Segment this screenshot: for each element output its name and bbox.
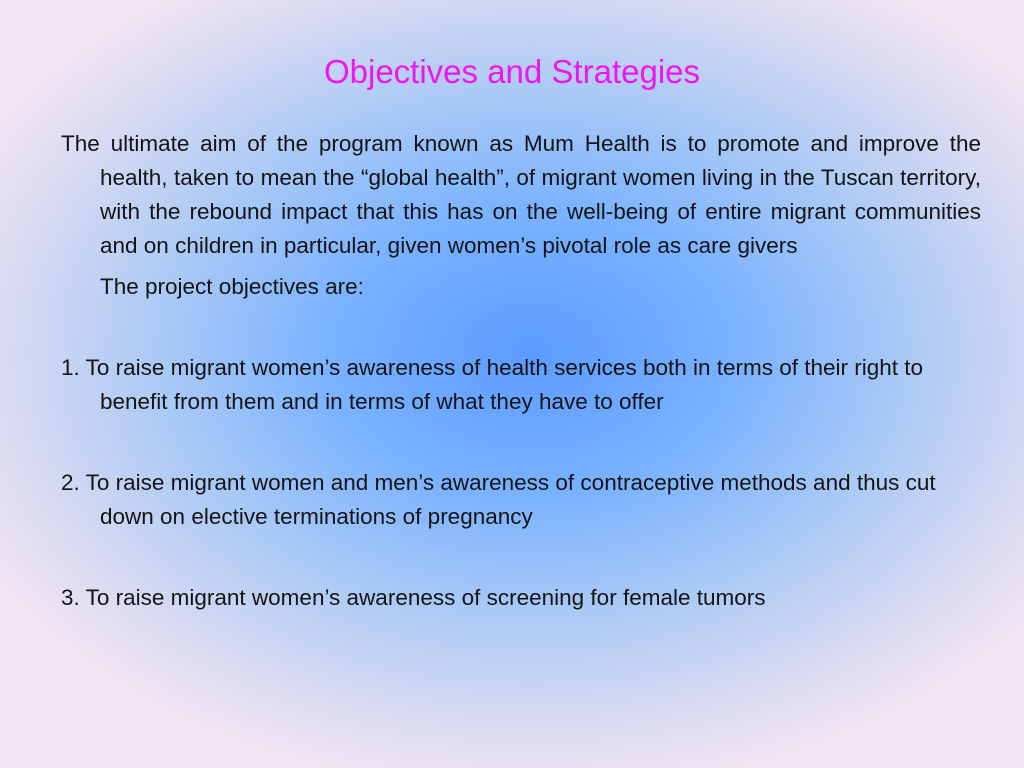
intro-paragraph: The ultimate aim of the program known as Mum Health is to promote and improve the health, taken to mean the “global health”, of migrant women living in the Tuscan territory, with the rebound impact that this has on the well-being of entire migrant communities and on children in particular, given women’s pivotal role as care givers [61,131,981,258]
objective-item-2: 2. To raise migrant women and men’s awareness of contraceptive methods and thus cut down on elective terminations of pregnancy [61,470,936,529]
objective-item-3: 3. To raise migrant women’s awareness of screening for female tumors [61,585,766,610]
objectives-heading: The project objectives are: [100,274,364,299]
objective-item-1: 1. To raise migrant women’s awareness of health services both in terms of their right to benefit from them and in terms of what they have to offer [61,355,924,414]
slide-title: Objectives and Strategies [323,53,701,90]
slide-body [61,127,981,615]
